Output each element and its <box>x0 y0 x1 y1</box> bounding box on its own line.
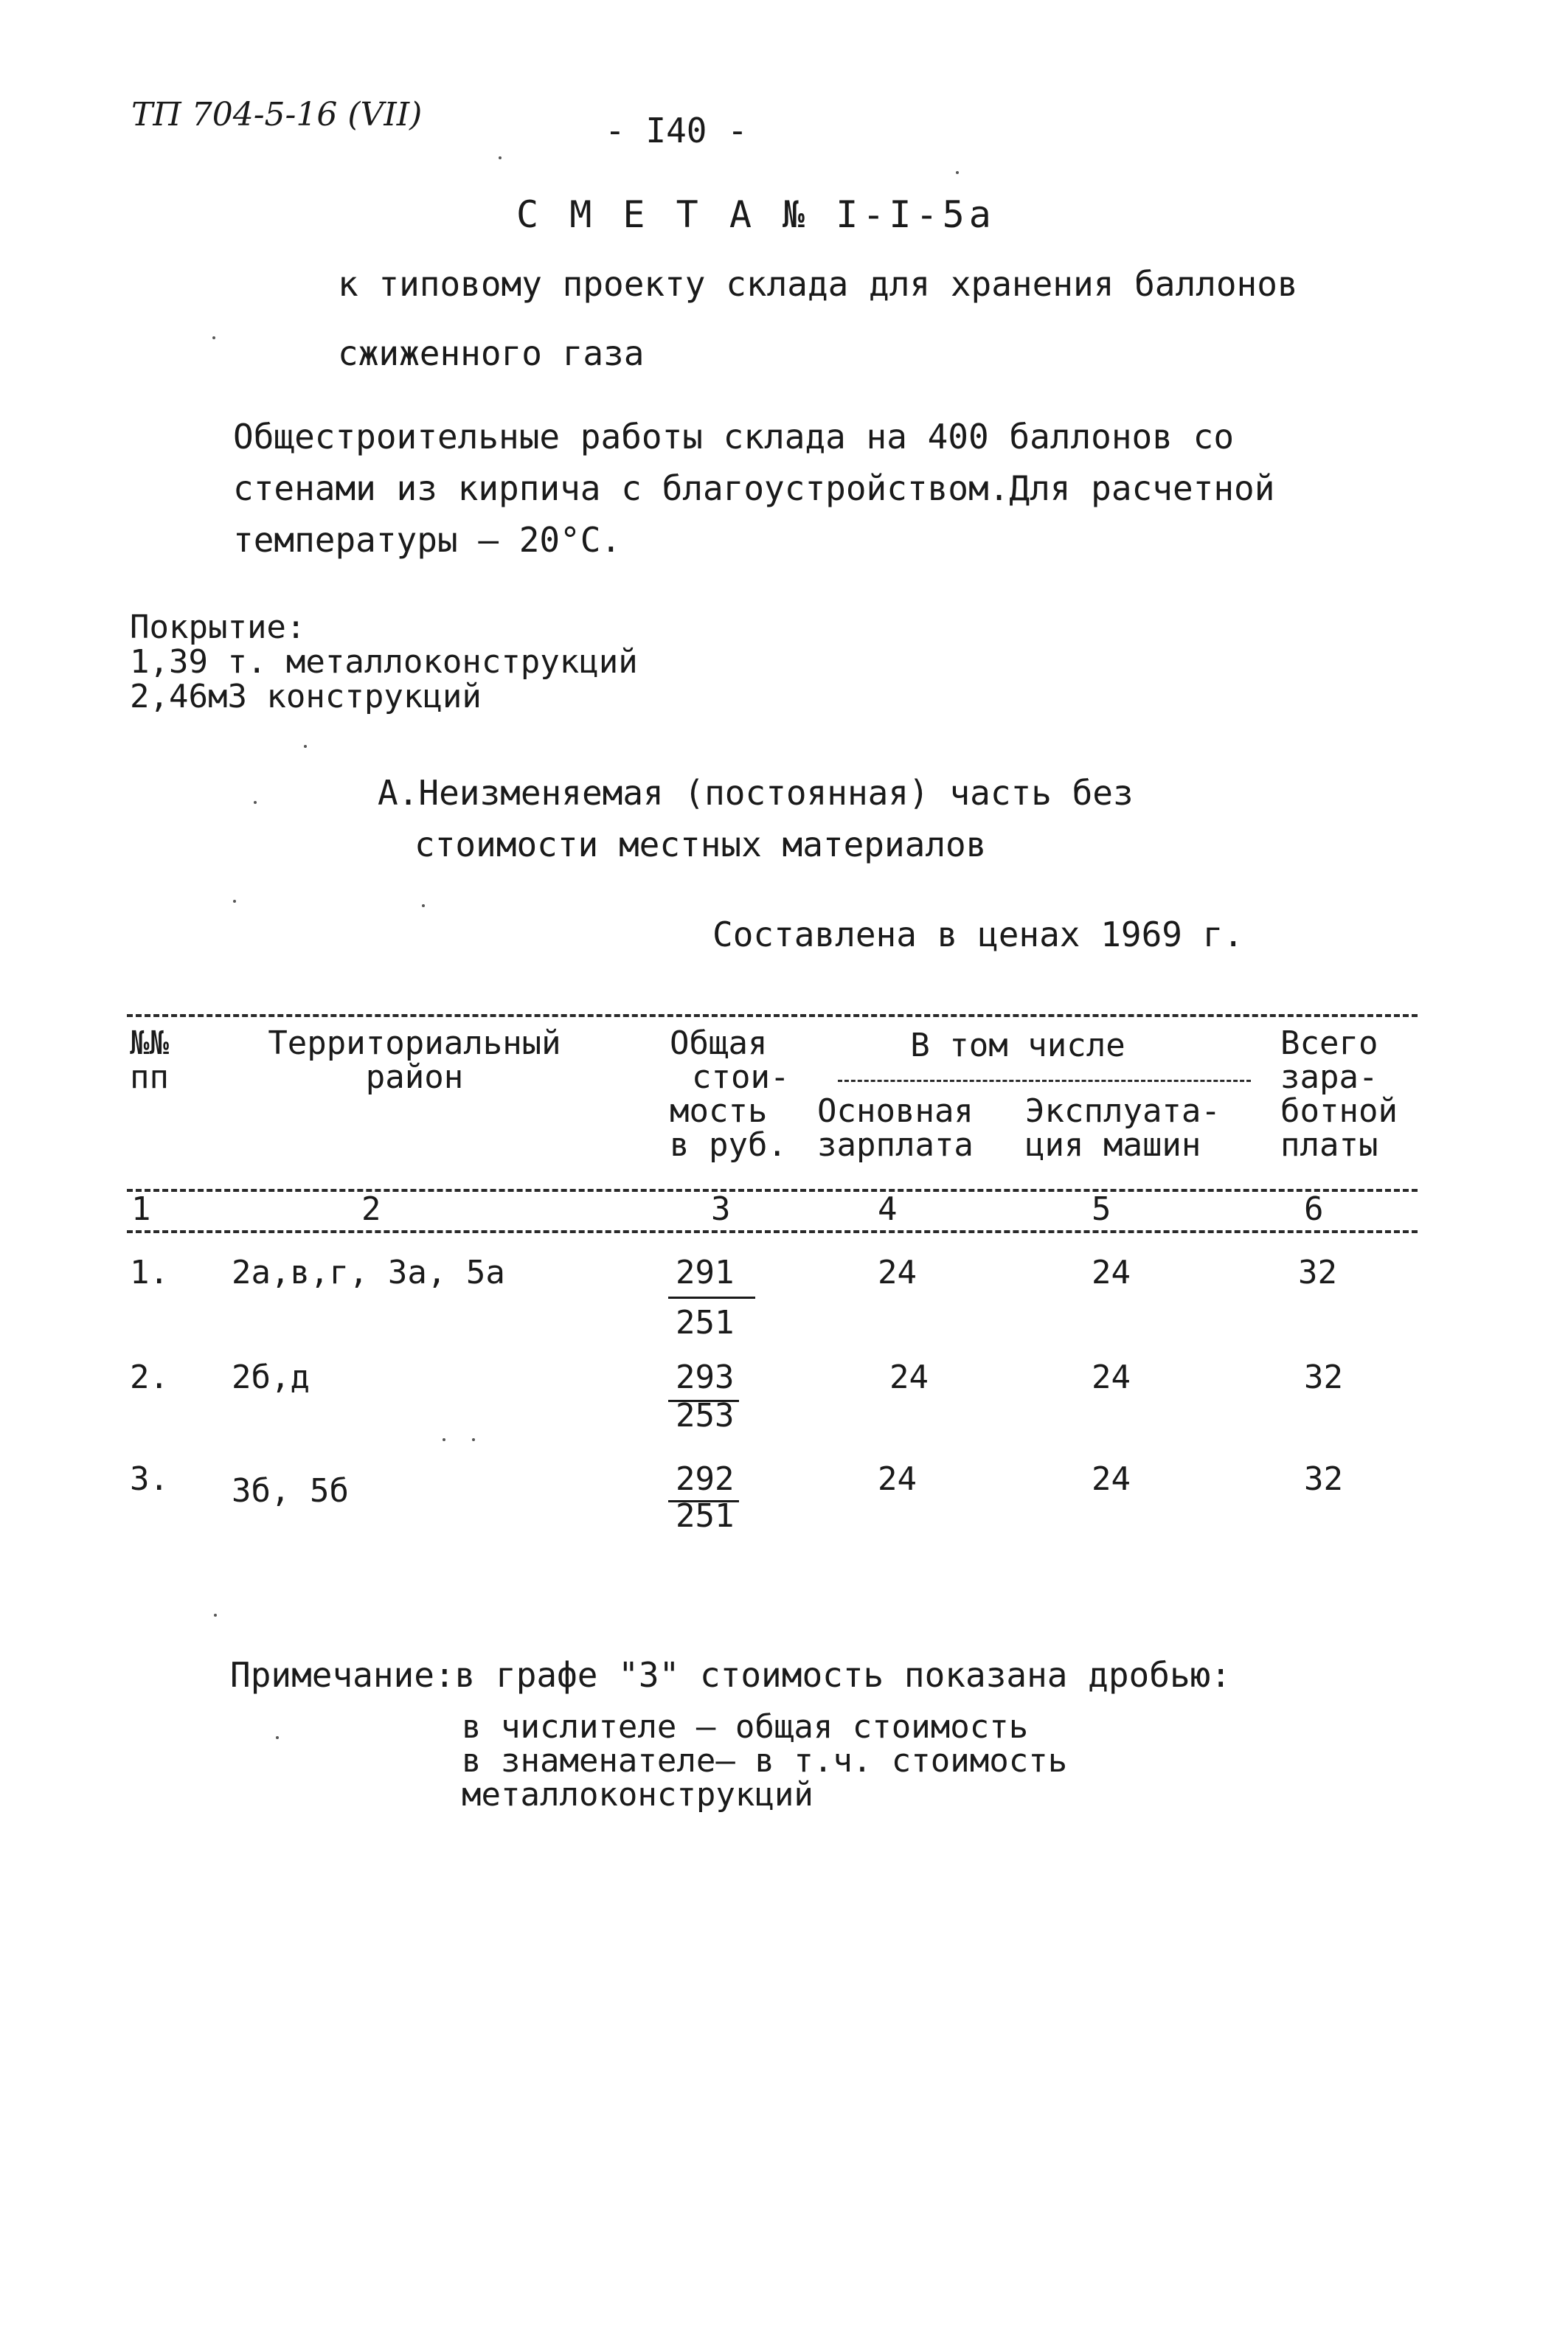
table-top-rule <box>127 1014 1418 1017</box>
scan-speck <box>212 336 215 339</box>
coverage-label: Покрытие: <box>130 608 306 646</box>
column-numbers-bottom-rule <box>127 1230 1418 1233</box>
description-line-3: температуры – 20°С. <box>233 520 622 560</box>
note-line-metal: металлоконструкций <box>462 1776 814 1814</box>
row-metal-cost: 251 <box>676 1497 735 1535</box>
row-base-salary: 24 <box>878 1254 917 1291</box>
row-base-salary: 24 <box>878 1460 917 1498</box>
scan-speck <box>214 1614 217 1617</box>
row-metal-cost: 253 <box>676 1397 735 1435</box>
header-num: №№ пп <box>130 1024 169 1096</box>
scan-speck <box>472 1438 475 1441</box>
row-region: 3б, 5б <box>232 1472 349 1510</box>
header-region: Территориальный район <box>268 1024 561 1096</box>
column-number-2: 2 <box>361 1190 381 1228</box>
column-number-1: 1 <box>131 1190 151 1228</box>
row-total-cost: 292 <box>676 1460 735 1498</box>
scan-speck <box>499 156 502 159</box>
document-code: ТП 704-5-16 (VII) <box>131 96 423 133</box>
header-machine-operation: Эксплуата- ция машин <box>1025 1092 1221 1164</box>
header-total-wages: Всего зара- ботной платы <box>1280 1024 1398 1164</box>
section-heading-2: стоимости местных материалов <box>414 825 987 864</box>
row-total-wages: 32 <box>1304 1359 1343 1396</box>
scan-speck <box>443 1438 445 1441</box>
row-metal-cost: 251 <box>676 1304 735 1342</box>
row-number: 1. <box>130 1254 169 1291</box>
scan-speck <box>422 904 425 907</box>
column-number-3: 3 <box>711 1190 731 1228</box>
column-numbers-top-rule <box>127 1189 1418 1192</box>
scan-speck <box>304 745 307 748</box>
row-total-wages: 32 <box>1298 1254 1337 1291</box>
description-line-1: Общестроительные работы склада на 400 баллонов со <box>233 417 1235 457</box>
note-line-denominator: в знаменателе– в т.ч. стоимость <box>462 1742 1068 1780</box>
section-heading-1: А.Неизменяемая (постоянная) часть без <box>378 773 1134 813</box>
description-line-2: стенами из кирпича с благоустройством.Для расчетной <box>233 468 1275 508</box>
note-line-numerator: в числителе – общая стоимость <box>462 1708 1029 1746</box>
header-including: В том числе <box>910 1027 1125 1064</box>
header-including-rule <box>838 1080 1251 1082</box>
estimate-subtitle-1: к типовому проекту склада для хранения баллонов <box>338 264 1298 304</box>
row-number: 2. <box>130 1359 169 1396</box>
coverage-item-constructions: 2,46м3 конструкций <box>130 678 482 715</box>
prices-note: Составлена в ценах 1969 г. <box>712 915 1244 954</box>
row-total-wages: 32 <box>1304 1460 1343 1498</box>
row-total-cost: 291 <box>676 1254 735 1291</box>
fraction-bar <box>668 1297 755 1299</box>
estimate-title: С М Е Т А № I-I-5а <box>516 193 996 236</box>
row-number: 3. <box>130 1460 169 1498</box>
estimate-subtitle-2: сжиженного газа <box>338 333 645 373</box>
column-number-6: 6 <box>1304 1190 1324 1228</box>
row-total-cost: 293 <box>676 1359 735 1396</box>
row-machine-operation: 24 <box>1092 1254 1131 1291</box>
row-machine-operation: 24 <box>1092 1359 1131 1396</box>
scan-speck <box>956 171 959 174</box>
row-base-salary: 24 <box>889 1359 929 1396</box>
row-region: 2б,д <box>232 1359 310 1396</box>
note-heading: Примечание:в графе "3" стоимость показана дробью: <box>230 1655 1232 1695</box>
coverage-item-metal: 1,39 т. металлоконструкций <box>130 643 638 681</box>
page-number: - I40 - <box>605 111 748 150</box>
row-machine-operation: 24 <box>1092 1460 1131 1498</box>
scan-speck <box>233 900 236 903</box>
header-total-cost: Общая стои- мость в руб. <box>670 1024 790 1164</box>
scan-speck <box>254 801 257 804</box>
column-number-5: 5 <box>1092 1190 1111 1228</box>
scan-speck <box>276 1736 279 1739</box>
column-number-4: 4 <box>878 1190 898 1228</box>
header-base-salary: Основная зарплата <box>817 1092 974 1164</box>
row-region: 2а,в,г, 3а, 5а <box>232 1254 505 1291</box>
